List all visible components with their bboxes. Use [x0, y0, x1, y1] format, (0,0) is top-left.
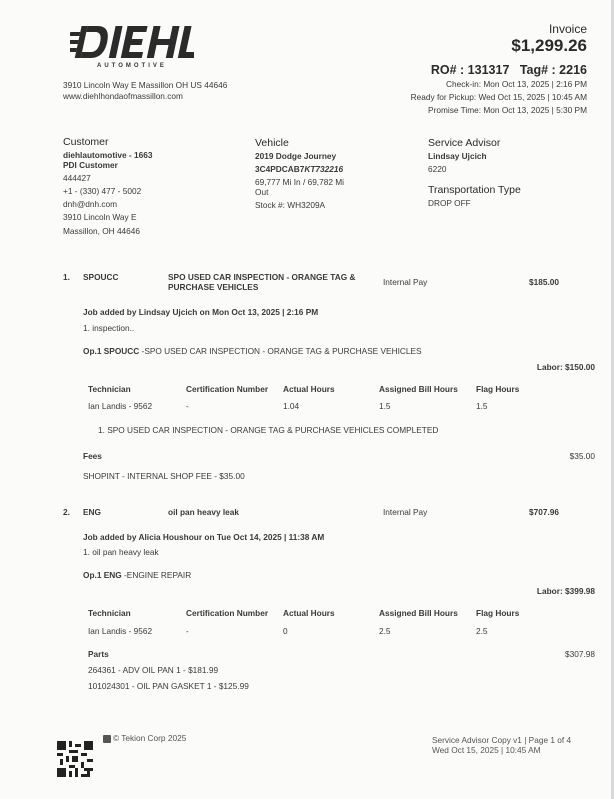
td-certification: -	[186, 626, 189, 636]
op-completed: 1. SPO USED CAR INSPECTION - ORANGE TAG & PURCHASE VEHICLES COMPLETED	[98, 425, 439, 435]
job-number: 1.	[63, 272, 70, 282]
parts-amount: $307.98	[565, 649, 595, 659]
ready-time: Ready for Pickup: Wed Oct 15, 2025 | 10:45 AM	[410, 92, 587, 102]
copy-info: Service Advisor Copy v1 | Page 1 of 4	[432, 735, 572, 745]
diehl-logo	[70, 24, 194, 60]
vehicle-stock: Stock #: WH3209A	[255, 200, 326, 210]
vin-prefix: 3C4PDCAB7	[255, 164, 305, 174]
td-certification: -	[186, 401, 189, 411]
td-technician: Ian Landis - 9562	[88, 626, 153, 636]
td-bill-hours: 2.5	[379, 626, 391, 636]
job-desc: oil pan heavy leak	[168, 507, 240, 517]
op-line	[83, 571, 191, 581]
transport-type: DROP OFF	[428, 198, 471, 208]
advisor-name: Lindsay Ujcich	[428, 151, 487, 161]
customer-type: PDI Customer	[63, 160, 118, 170]
th-technician: Technician	[88, 608, 131, 618]
td-flag-hours: 2.5	[476, 626, 488, 636]
parts-label: Parts	[88, 649, 109, 659]
th-technician: Technician	[88, 384, 131, 394]
job-desc: SPO USED CAR INSPECTION - ORANGE TAG &	[168, 272, 356, 282]
logo-subtitle: AUTOMOTIVE	[97, 63, 167, 69]
job-note: 1. oil pan heavy leak	[83, 547, 159, 557]
advisor-heading: Service Advisor	[428, 137, 501, 149]
job-amount: $707.96	[529, 507, 559, 517]
qr-code-icon	[57, 741, 93, 777]
op-line	[83, 347, 422, 357]
job-number: 2.	[63, 507, 70, 517]
customer-heading: Customer	[63, 136, 109, 148]
td-actual-hours: 1.04	[283, 401, 300, 411]
customer-phone: +1 - (330) 477 - 5002	[63, 186, 142, 196]
customer-id: 444427	[63, 173, 91, 183]
job-pay-type: Internal Pay	[383, 507, 428, 517]
part-line: 264361 - ADV OIL PAN 1 - $181.99	[88, 665, 219, 675]
td-flag-hours: 1.5	[476, 401, 488, 411]
tag-number: Tag# : 2216	[519, 63, 587, 77]
th-bill-hours: Assigned Bill Hours	[379, 384, 458, 394]
op-code: Op.1 SPOUCC	[83, 346, 140, 356]
td-actual-hours: 0	[283, 626, 288, 636]
vehicle-miles: 69,777 Mi In / 69,782 Mi	[255, 177, 345, 187]
customer-name: diehlautomotive - 1663	[63, 150, 153, 160]
vehicle-model: 2019 Dodge Journey	[255, 151, 337, 161]
vin-suffix: KT732216	[304, 164, 344, 174]
fees-label: Fees	[83, 451, 102, 461]
th-flag-hours: Flag Hours	[476, 608, 520, 618]
job-note: 1. inspection..	[83, 323, 135, 333]
op-desc: -SPO USED CAR INSPECTION - ORANGE TAG & PURCHASE VEHICLES	[139, 346, 422, 356]
th-flag-hours: Flag Hours	[476, 384, 520, 394]
th-certification: Certification Number	[186, 608, 269, 618]
fee-line: SHOPINT - INTERNAL SHOP FEE - $35.00	[83, 471, 245, 481]
th-actual-hours: Actual Hours	[283, 384, 335, 394]
job-amount: $185.00	[529, 277, 559, 287]
ro-number: RO# : 131317	[430, 63, 510, 77]
job-code: SPOUCC	[83, 272, 119, 282]
job-added: Job added by Lindsay Ujcich on Mon Oct 13, 2025 | 2:16 PM	[83, 307, 319, 317]
labor-amount: Labor: $150.00	[536, 362, 595, 372]
printed-time: Wed Oct 15, 2025 | 10:45 AM	[432, 745, 541, 755]
th-bill-hours: Assigned Bill Hours	[379, 608, 458, 618]
td-technician: Ian Landis - 9562	[88, 401, 153, 411]
part-line: 101024301 - OIL PAN GASKET 1 - $125.99	[88, 681, 249, 691]
fees-amount: $35.00	[569, 451, 595, 461]
copyright: © Tekion Corp 2025	[113, 733, 187, 743]
advisor-id: 6220	[428, 164, 447, 174]
op-desc: -ENGINE REPAIR	[121, 570, 192, 580]
job-desc-cont: PURCHASE VEHICLES	[168, 282, 259, 292]
ro-tag	[431, 63, 587, 77]
vehicle-vin	[255, 165, 343, 175]
dealer-website: www.diehlhondaofmassillon.com	[63, 91, 183, 101]
job-code: ENG	[83, 507, 101, 517]
th-certification: Certification Number	[186, 384, 269, 394]
checkin-time: Check-in: Mon Oct 13, 2025 | 2:16 PM	[446, 79, 587, 89]
customer-street: 3910 Lincoln Way E	[63, 212, 137, 222]
promise-time: Promise Time: Mon Oct 13, 2025 | 5:30 PM	[428, 105, 587, 115]
customer-city: Massillon, OH 44646	[63, 226, 141, 236]
vehicle-heading: Vehicle	[255, 137, 289, 149]
transport-heading: Transportation Type	[428, 184, 521, 196]
customer-email: dnh@dnh.com	[63, 199, 118, 209]
vehicle-miles-cont: Out	[255, 187, 269, 197]
invoice-title: Invoice	[548, 22, 587, 36]
th-actual-hours: Actual Hours	[283, 608, 335, 618]
job-pay-type: Internal Pay	[383, 277, 428, 287]
job-added: Job added by Alicia Houshour on Tue Oct 14, 2025 | 11:38 AM	[83, 532, 325, 542]
td-bill-hours: 1.5	[379, 401, 391, 411]
invoice-total: $1,299.26	[511, 36, 587, 55]
op-code: Op.1 ENG	[83, 570, 122, 580]
dealer-address: 3910 Lincoln Way E Massillon OH US 44646	[63, 80, 228, 90]
labor-amount: Labor: $399.98	[536, 586, 595, 596]
tekion-logo-icon	[103, 735, 111, 743]
